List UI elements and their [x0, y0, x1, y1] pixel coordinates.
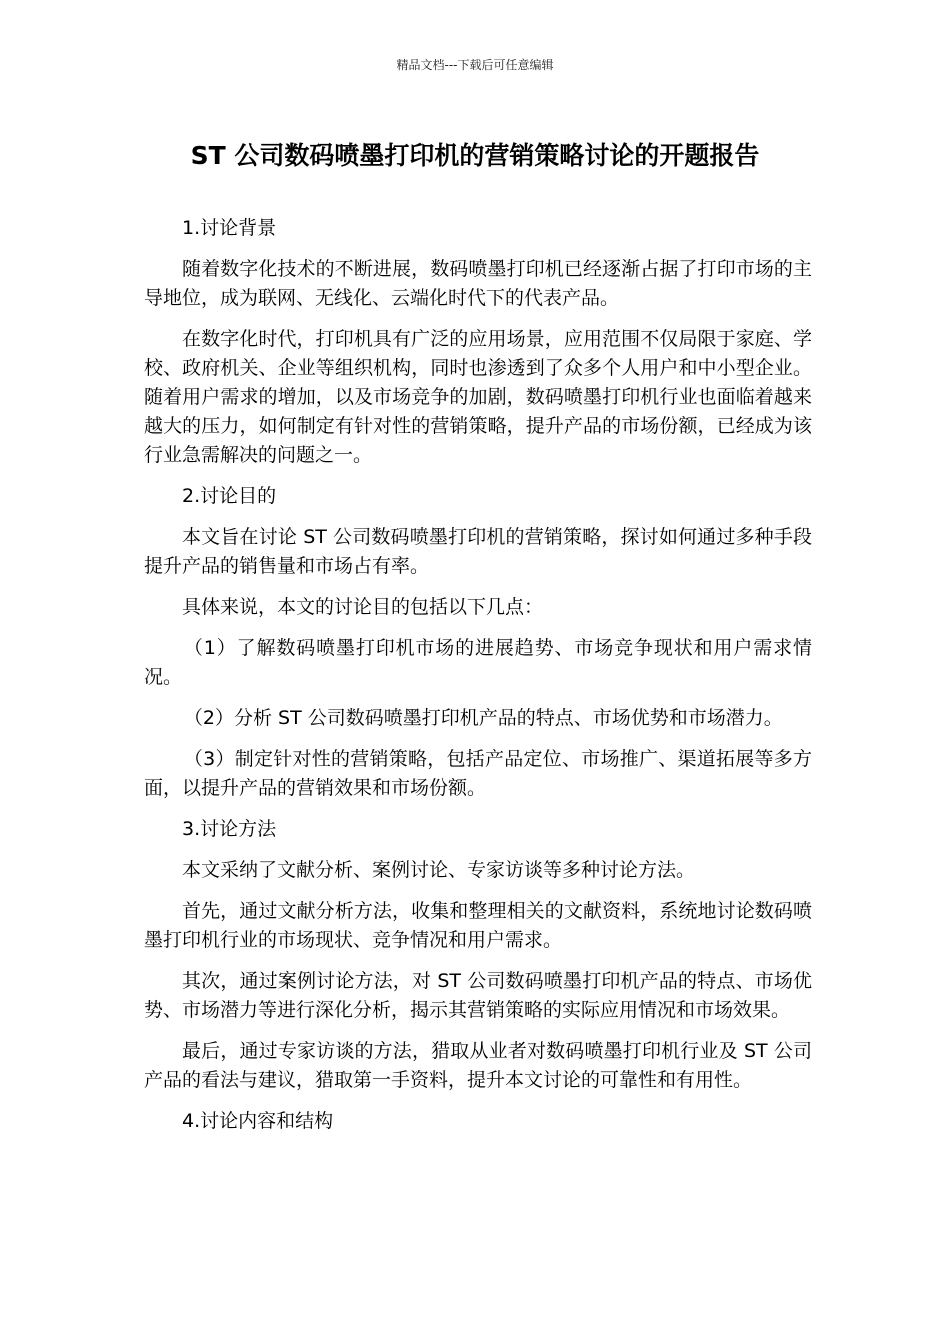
section-heading-purpose: 2.讨论目的	[182, 485, 277, 507]
section-heading-content: 4.讨论内容和结构	[182, 1110, 334, 1132]
paragraph: 本文采纳了文献分析、案例讨论、专家访谈等多种讨论方法。	[182, 859, 696, 881]
paragraph: 最后，通过专家访谈的方法，猎取从业者对数码喷墨打印机行业及 ST 公司产品的看法与建议，猎取第一手资料，提升本文讨论的可靠性和有用性。	[144, 1040, 812, 1091]
section-heading-background: 1.讨论背景	[182, 217, 277, 239]
paragraph: 其次，通过案例讨论方法，对 ST 公司数码喷墨打印机产品的特点、市场优势、市场潜力等进行深化分析，揭示其营销策略的实际应用情况和市场效果。	[144, 970, 812, 1021]
paragraph: 在数字化时代，打印机具有广泛的应用场景，应用范围不仅局限于家庭、学校、政府机关、企业等组织机构，同时也渗透到了众多个人用户和中小型企业。随着用户需求的增加，以及市场竞争的加剧，数码喷墨打印机行业也面临着越来越大的压力，如何制定有针对性的营销策略，提升产品的市场份额，已经成为该行业急需解决的问题之一。	[144, 328, 812, 466]
paragraph: 首先，通过文献分析方法，收集和整理相关的文献资料，系统地讨论数码喷墨打印机行业的市场现状、竞争情况和用户需求。	[144, 900, 812, 951]
list-item: （2）分析 ST 公司数码喷墨打印机产品的特点、市场优势和市场潜力。	[183, 707, 783, 729]
list-item: （1）了解数码喷墨打印机市场的进展趋势、市场竞争现状和用户需求情况。	[144, 637, 812, 688]
paragraph: 具体来说，本文的讨论目的包括以下几点：	[182, 596, 544, 618]
document-title: ST 公司数码喷墨打印机的营销策略讨论的开题报告	[190, 141, 760, 170]
section-heading-method: 3.讨论方法	[182, 818, 277, 840]
list-item: （3）制定针对性的营销策略，包括产品定位、市场推广、渠道拓展等多方面，以提升产品的营销效果和市场份额。	[144, 748, 812, 799]
document-body	[144, 214, 812, 1148]
header-note: 精品文档---下载后可任意编辑	[396, 58, 554, 72]
paragraph: 本文旨在讨论 ST 公司数码喷墨打印机的营销策略，探讨如何通过多种手段提升产品的销售量和市场占有率。	[144, 526, 812, 577]
paragraph: 随着数字化技术的不断进展，数码喷墨打印机已经逐渐占据了打印市场的主导地位，成为联网、无线化、云端化时代下的代表产品。	[144, 258, 812, 309]
